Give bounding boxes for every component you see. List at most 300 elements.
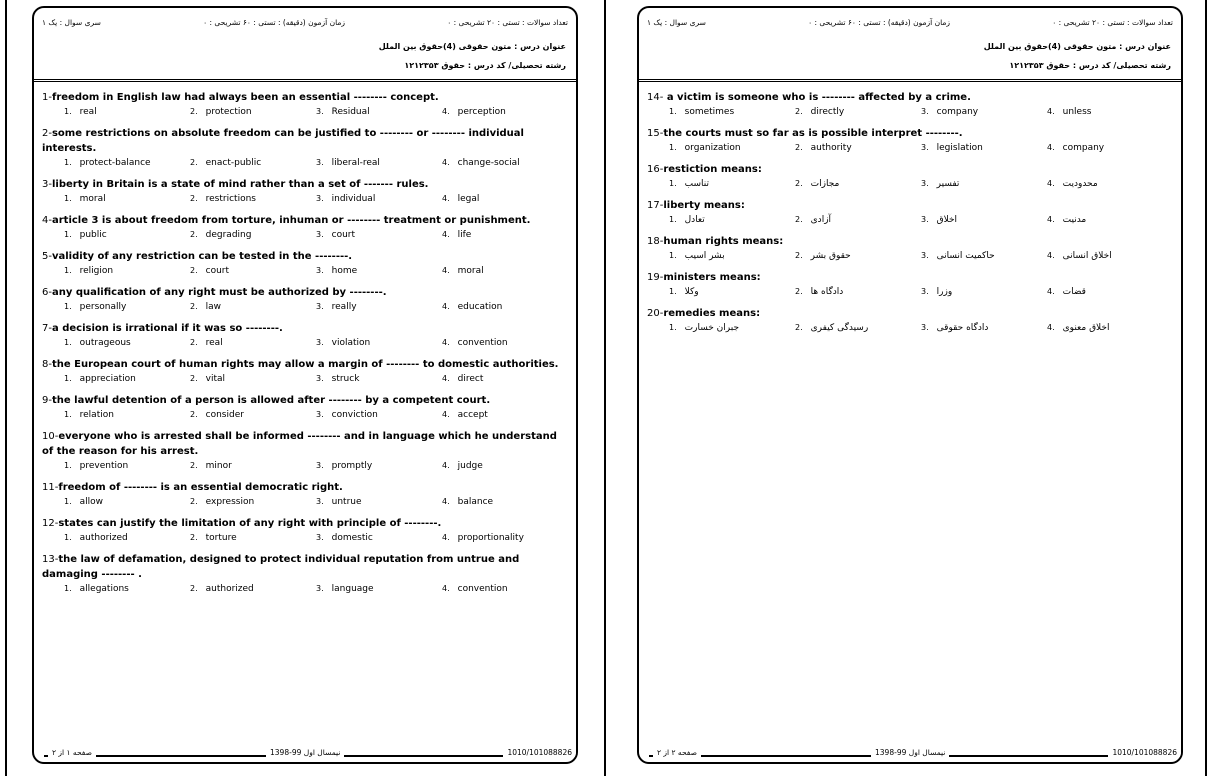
answer-options: [64, 336, 568, 350]
option-text: رسیدگی کیفری: [810, 323, 869, 333]
question-item: [42, 393, 568, 422]
answer-option: [190, 408, 316, 422]
option-text: court: [205, 266, 230, 276]
course-title: عنوان درس : متون حقوقی (4)حقوق بین الملل: [378, 42, 566, 51]
answer-option: [64, 372, 190, 386]
question-number: 18-: [647, 236, 664, 247]
answer-option: [316, 192, 442, 206]
option-number: 4.: [1047, 251, 1055, 260]
question-stem: any qualification of any right must be authorized by --------.: [51, 287, 387, 298]
option-text: دادگاه حقوقی: [936, 323, 989, 333]
option-number: 2.: [190, 584, 198, 593]
question-text: [42, 429, 568, 459]
page-header: [639, 8, 1181, 82]
option-number: 4.: [442, 230, 450, 239]
answer-option: [1047, 321, 1173, 335]
option-number: 2.: [190, 302, 198, 311]
answer-option: [1047, 285, 1173, 299]
question-stem: the law of defamation, designed to protect individual reputation from untrue and damaging -------- .: [42, 554, 520, 580]
answer-options: [64, 192, 568, 206]
option-text: liberal-real: [331, 158, 380, 168]
question-number: 9-: [42, 395, 52, 406]
answer-option: [442, 582, 568, 596]
answer-option: [669, 141, 795, 155]
option-number: 1.: [64, 533, 72, 542]
option-number: 3.: [921, 107, 929, 116]
option-text: violation: [331, 338, 371, 348]
answer-option: [442, 192, 568, 206]
answer-option: [316, 495, 442, 509]
option-text: personally: [79, 302, 127, 312]
question-item: [42, 249, 568, 278]
question-number: 2-: [42, 128, 52, 139]
answer-option: [669, 177, 795, 191]
option-number: 2.: [190, 266, 198, 275]
answer-option: [921, 177, 1047, 191]
answer-option: [190, 531, 316, 545]
answer-option: [64, 531, 190, 545]
option-number: 4.: [1047, 143, 1055, 152]
option-number: 1.: [64, 461, 72, 470]
answer-options: [669, 105, 1173, 119]
option-number: 2.: [795, 215, 803, 224]
option-number: 4.: [442, 158, 450, 167]
question-item: [647, 126, 1173, 155]
answer-option: [795, 285, 921, 299]
answer-options: [64, 459, 568, 473]
answer-option: [795, 177, 921, 191]
question-stem: liberty means:: [663, 200, 745, 211]
left-edge-line: [5, 0, 7, 776]
option-text: convention: [457, 584, 508, 594]
option-text: relation: [79, 410, 114, 420]
option-number: 4.: [442, 302, 450, 311]
answer-option: [921, 285, 1047, 299]
option-text: expression: [205, 497, 255, 507]
option-text: directly: [810, 107, 845, 117]
option-text: minor: [205, 461, 232, 471]
answer-options: [64, 264, 568, 278]
question-text: [647, 198, 1173, 213]
option-text: مدنیت: [1062, 215, 1087, 225]
page-footer: [34, 748, 576, 762]
question-text: [42, 321, 568, 336]
option-text: حاکمیت انسانی: [936, 251, 995, 261]
answer-option: [442, 105, 568, 119]
question-item: [42, 516, 568, 545]
option-text: moral: [457, 266, 484, 276]
answer-option: [442, 264, 568, 278]
answer-options: [64, 300, 568, 314]
option-text: company: [1062, 143, 1105, 153]
option-text: allow: [79, 497, 104, 507]
option-number: 1.: [669, 323, 677, 332]
option-text: education: [457, 302, 503, 312]
question-stem: freedom in English law had always been an essential -------- concept.: [51, 92, 439, 103]
exam-time: زمان آزمون (دقیقه) : تستی : ۶۰ تشریحی : ۰: [203, 18, 346, 27]
option-text: balance: [457, 497, 494, 507]
answer-option: [669, 249, 795, 263]
option-number: 1.: [64, 410, 72, 419]
option-text: Residual: [331, 107, 370, 117]
answer-option: [669, 213, 795, 227]
question-text: [42, 126, 568, 156]
question-item: [42, 177, 568, 206]
answer-option: [316, 156, 442, 170]
option-text: اخلاق: [936, 215, 958, 225]
answer-option: [1047, 177, 1173, 191]
option-text: تعادل: [684, 215, 705, 225]
answer-options: [64, 105, 568, 119]
option-number: 4.: [442, 533, 450, 542]
option-text: consider: [205, 410, 244, 420]
option-number: 1.: [669, 143, 677, 152]
answer-option: [64, 228, 190, 242]
exam-page-1: [32, 6, 578, 764]
answer-option: [64, 582, 190, 596]
option-number: 3.: [316, 302, 324, 311]
option-number: 4.: [442, 461, 450, 470]
option-text: individual: [331, 194, 376, 204]
answer-option: [669, 105, 795, 119]
option-text: محدودیت: [1062, 179, 1098, 189]
answer-option: [190, 372, 316, 386]
option-text: unless: [1062, 107, 1092, 117]
question-item: [42, 285, 568, 314]
option-number: 1.: [64, 230, 72, 239]
option-number: 4.: [1047, 179, 1055, 188]
option-text: legal: [457, 194, 480, 204]
major-code: رشته تحصیلی/ کد درس : حقوق ۱۲۱۲۳۵۳: [404, 61, 566, 70]
question-number: 19-: [647, 272, 664, 283]
question-item: [42, 429, 568, 473]
option-text: authorized: [205, 584, 254, 594]
question-stem: the courts must so far as is possible interpret --------.: [663, 128, 963, 139]
question-item: [42, 357, 568, 386]
option-number: 2.: [190, 374, 198, 383]
question-text: [42, 90, 568, 105]
option-number: 1.: [64, 266, 72, 275]
question-item: [42, 321, 568, 350]
question-number: 16-: [647, 164, 664, 175]
question-text: [42, 177, 568, 192]
answer-option: [442, 531, 568, 545]
question-item: [42, 213, 568, 242]
option-number: 3.: [316, 533, 324, 542]
footer-code: 1010/101088826: [1108, 748, 1181, 757]
answer-options: [64, 582, 568, 596]
option-number: 2.: [190, 194, 198, 203]
option-number: 3.: [316, 461, 324, 470]
option-text: moral: [79, 194, 106, 204]
footer-page-number: صفحه ۲ از ۲: [653, 748, 701, 757]
option-number: 4.: [1047, 107, 1055, 116]
question-stem: ministers means:: [663, 272, 761, 283]
option-text: company: [936, 107, 979, 117]
option-text: accept: [457, 410, 488, 420]
answer-options: [669, 249, 1173, 263]
question-text: [42, 516, 568, 531]
option-number: 1.: [669, 215, 677, 224]
answer-option: [1047, 213, 1173, 227]
answer-option: [442, 372, 568, 386]
option-number: 2.: [190, 533, 198, 542]
exam-time: زمان آزمون (دقیقه) : تستی : ۶۰ تشریحی : ۰: [808, 18, 951, 27]
answer-option: [442, 156, 568, 170]
option-text: آزادی: [810, 215, 832, 225]
option-number: 4.: [1047, 323, 1055, 332]
answer-option: [442, 228, 568, 242]
option-text: judge: [457, 461, 483, 471]
option-number: 1.: [64, 497, 72, 506]
option-number: 4.: [442, 584, 450, 593]
question-text: [42, 249, 568, 264]
answer-option: [921, 321, 1047, 335]
option-text: allegations: [79, 584, 129, 594]
option-number: 3.: [921, 251, 929, 260]
question-text: [647, 126, 1173, 141]
question-stem: some restrictions on absolute freedom can be justified to -------- or -------- individual interests.: [42, 128, 524, 154]
answer-option: [316, 300, 442, 314]
option-number: 3.: [921, 215, 929, 224]
answer-option: [795, 249, 921, 263]
option-text: sometimes: [684, 107, 735, 117]
option-text: اخلاق انسانی: [1062, 251, 1112, 261]
question-stem: a decision is irrational if it was so --------.: [51, 323, 283, 334]
option-text: enact-public: [205, 158, 262, 168]
option-text: direct: [457, 374, 484, 384]
option-number: 2.: [190, 230, 198, 239]
question-count: تعداد سوالات : تستی : ۲۰ تشریحی : ۰: [1052, 18, 1173, 27]
answer-option: [316, 408, 442, 422]
answer-option: [190, 582, 316, 596]
option-text: conviction: [331, 410, 378, 420]
answer-option: [316, 264, 442, 278]
answer-options: [669, 285, 1173, 299]
answer-option: [190, 300, 316, 314]
answer-option: [64, 264, 190, 278]
answer-option: [316, 372, 442, 386]
question-item: [647, 306, 1173, 335]
question-stem: freedom of -------- is an essential democratic right.: [58, 482, 343, 493]
option-text: promptly: [331, 461, 373, 471]
option-number: 3.: [316, 194, 324, 203]
question-item: [647, 270, 1173, 299]
answer-option: [1047, 141, 1173, 155]
option-text: حقوق بشر: [810, 251, 851, 261]
answer-option: [795, 141, 921, 155]
footer-code: 1010/101088826: [503, 748, 576, 757]
question-stem: a victim is someone who is -------- affected by a crime.: [663, 92, 971, 103]
question-stem: article 3 is about freedom from torture, inhuman or -------- treatment or punishment.: [51, 215, 531, 226]
question-text: [647, 306, 1173, 321]
option-text: life: [457, 230, 472, 240]
option-number: 3.: [316, 158, 324, 167]
answer-option: [442, 408, 568, 422]
option-text: real: [79, 107, 97, 117]
option-number: 1.: [669, 179, 677, 188]
option-number: 4.: [442, 410, 450, 419]
center-divider-line: [604, 0, 606, 776]
option-number: 2.: [190, 410, 198, 419]
answer-option: [316, 582, 442, 596]
question-stem: restiction means:: [663, 164, 762, 175]
option-number: 2.: [795, 143, 803, 152]
question-number: 1-: [42, 92, 52, 103]
question-text: [647, 90, 1173, 105]
option-number: 4.: [442, 374, 450, 383]
option-text: convention: [457, 338, 508, 348]
question-text: [42, 285, 568, 300]
option-number: 2.: [795, 179, 803, 188]
option-number: 3.: [316, 374, 324, 383]
answer-option: [190, 156, 316, 170]
option-text: authorized: [79, 533, 128, 543]
answer-options: [669, 321, 1173, 335]
option-number: 4.: [1047, 215, 1055, 224]
option-text: proportionality: [457, 533, 524, 543]
question-stem: liberty in Britain is a state of mind rather than a set of ------- rules.: [51, 179, 429, 190]
question-item: [647, 90, 1173, 119]
option-number: 2.: [795, 287, 803, 296]
option-number: 4.: [442, 338, 450, 347]
question-list: [647, 90, 1173, 342]
question-text: [42, 357, 568, 372]
option-number: 2.: [190, 497, 198, 506]
option-text: struck: [331, 374, 360, 384]
option-number: 4.: [442, 194, 450, 203]
option-number: 3.: [316, 107, 324, 116]
answer-option: [64, 336, 190, 350]
question-number: 15-: [647, 128, 664, 139]
option-text: prevention: [79, 461, 129, 471]
answer-options: [669, 141, 1173, 155]
answer-option: [64, 495, 190, 509]
question-number: 8-: [42, 359, 52, 370]
answer-option: [921, 141, 1047, 155]
answer-options: [64, 228, 568, 242]
option-number: 1.: [64, 338, 72, 347]
exam-page-2: [637, 6, 1183, 764]
footer-term: نیمسال اول 99-1398: [871, 748, 949, 757]
option-text: language: [331, 584, 374, 594]
question-stem: the lawful detention of a person is allowed after -------- by a competent court.: [51, 395, 491, 406]
option-text: protection: [205, 107, 252, 117]
option-text: مجازات: [810, 179, 840, 189]
footer-page-number: صفحه ۱ از ۲: [48, 748, 96, 757]
option-number: 4.: [442, 107, 450, 116]
answer-option: [921, 105, 1047, 119]
answer-option: [190, 264, 316, 278]
answer-option: [442, 336, 568, 350]
option-number: 3.: [316, 410, 324, 419]
answer-option: [1047, 249, 1173, 263]
answer-option: [64, 105, 190, 119]
option-text: protect-balance: [79, 158, 151, 168]
answer-options: [64, 531, 568, 545]
question-text: [42, 393, 568, 408]
answer-option: [190, 459, 316, 473]
footer-term: نیمسال اول 99-1398: [266, 748, 344, 757]
option-number: 1.: [64, 158, 72, 167]
answer-option: [64, 192, 190, 206]
option-text: court: [331, 230, 356, 240]
answer-option: [921, 249, 1047, 263]
option-number: 4.: [442, 497, 450, 506]
page-footer: [639, 748, 1181, 762]
answer-option: [190, 336, 316, 350]
question-item: [647, 234, 1173, 263]
option-number: 1.: [669, 287, 677, 296]
question-text: [647, 270, 1173, 285]
option-number: 4.: [442, 266, 450, 275]
question-item: [647, 162, 1173, 191]
option-text: public: [79, 230, 107, 240]
answer-options: [64, 372, 568, 386]
question-number: 20-: [647, 308, 664, 319]
option-text: home: [331, 266, 358, 276]
answer-option: [795, 321, 921, 335]
option-text: authority: [810, 143, 852, 153]
option-number: 2.: [795, 107, 803, 116]
option-number: 4.: [1047, 287, 1055, 296]
question-list: [42, 90, 568, 603]
question-number: 5-: [42, 251, 52, 262]
question-series: سری سوال : یک ۱: [42, 18, 101, 27]
option-number: 1.: [64, 584, 72, 593]
question-text: [42, 552, 568, 582]
option-text: vital: [205, 374, 226, 384]
answer-options: [64, 156, 568, 170]
question-text: [647, 162, 1173, 177]
option-text: torture: [205, 533, 237, 543]
question-number: 12-: [42, 518, 59, 529]
question-number: 3-: [42, 179, 52, 190]
option-text: organization: [684, 143, 741, 153]
option-text: domestic: [331, 533, 373, 543]
question-stem: validity of any restriction can be tested in the --------.: [51, 251, 353, 262]
answer-options: [64, 495, 568, 509]
question-item: [42, 552, 568, 596]
question-series: سری سوال : یک ۱: [647, 18, 706, 27]
answer-option: [190, 228, 316, 242]
answer-option: [64, 156, 190, 170]
option-text: real: [205, 338, 223, 348]
option-text: دادگاه ها: [810, 287, 844, 297]
option-number: 2.: [190, 158, 198, 167]
question-item: [42, 126, 568, 170]
option-number: 1.: [669, 107, 677, 116]
option-number: 2.: [795, 251, 803, 260]
option-text: appreciation: [79, 374, 136, 384]
major-code: رشته تحصیلی/ کد درس : حقوق ۱۲۱۲۳۵۳: [1009, 61, 1171, 70]
answer-options: [669, 213, 1173, 227]
question-number: 14-: [647, 92, 664, 103]
question-stem: remedies means:: [663, 308, 761, 319]
answer-option: [316, 531, 442, 545]
option-text: religion: [79, 266, 114, 276]
question-number: 11-: [42, 482, 59, 493]
option-number: 2.: [190, 107, 198, 116]
question-stem: everyone who is arrested shall be informed -------- and in language which he understand of the reason for his arrest.: [42, 431, 557, 457]
answer-option: [1047, 105, 1173, 119]
answer-options: [64, 408, 568, 422]
answer-option: [190, 105, 316, 119]
option-text: وکلا: [684, 287, 699, 297]
option-number: 2.: [190, 461, 198, 470]
answer-option: [64, 408, 190, 422]
option-text: جبران خسارت: [684, 323, 740, 333]
